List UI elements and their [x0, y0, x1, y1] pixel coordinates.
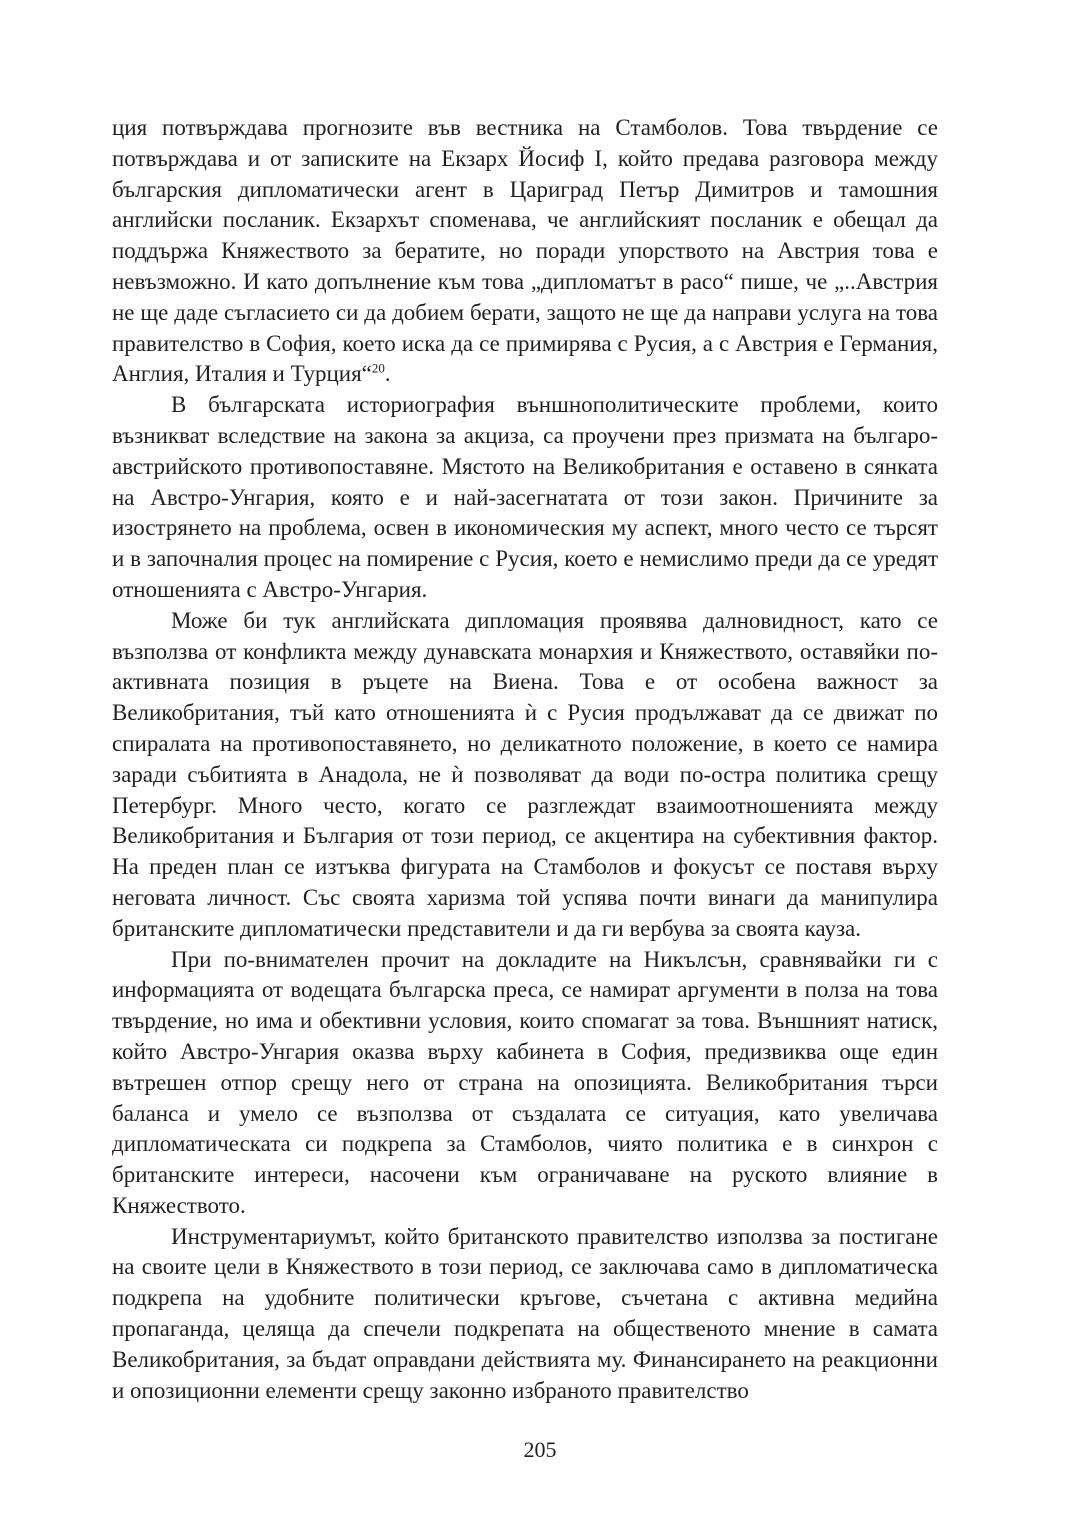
paragraph-1 — [112, 113, 938, 390]
footnote-ref-20[interactable]: 20 — [371, 360, 385, 376]
paragraph-5: Инструментариумът, който британското правителство използва за постигане на своите цели в Княжеството в този период, се заключава само в дипломатическа подкрепа на удобните политически кръгове, съчетана с активна медийна пропаганда, целяща да спечели подкрепата на общественото мнение в самата Великобритания, за бъдат оправдани действията му. Финансирането на реакционни и опозиционни елементи срещу законно избраното правителство — [112, 1223, 938, 1403]
paragraph-4: При по-внимателен прочит на докладите на Никълсън, сравнявайки ги с информацията от водещата българска преса, се намират аргументи в полза на това твърдение, но има и обективни условия, които спомагат за това. Външният натиск, който Австро-Унгария оказва върху кабинета в София, предизвиква още един вътрешен отпор срещу него от страна на опозицията. Великобритания търси баланса и умело се възползва от създалата се ситуация, като увеличава дипломатическата си подкрепа за Стамболов, чиято политика е в синхрон с британските интереси, насочени към ограничаване на руското влияние в Княжеството. — [112, 946, 938, 1218]
paragraph-2: В българската историография външнополитическите проблеми, които възникват вследствие на закона за акциза, са проучени през призмата на българо-австрийското противопоставяне. Мястото на Великобритания е оставено в сянката на Австро-Унгария, която е и най-засегнатата от този закон. Причините за изострянето на проблема, освен в икономическия му аспект, много често се търсят и в започналия процес на помирение с Русия, което е немислимо преди да се уредят отношенията с Австро-Унгария. — [112, 392, 938, 602]
paragraph-3: Може би тук английската дипломация проявява далновидност, като се възползва от конфликта между дунавската монархия и Княжеството, оставяйки по-активната позиция в ръцете на Виена. Това е от особена важност за Великобритания, тъй като отношенията ѝ с Русия продължават да се движат по спиралата на противопоставянето, но деликатното положение, в което се намира заради събитията в Анадола, не ѝ позволяват да води по-остра политика срещу Петербург. Много често, когато се разглеждат взаимоотношенията между Великобритания и България от този период, се акцентира на субективния фактор. На преден план се изтъква фигурата на Стамболов и фокусът се поставя върху неговата личност. Със своята харизма той успява почти винаги да манипулира британските дипломатически представители и да ги вербува за своята кауза. — [112, 607, 938, 941]
page-number: 205 — [523, 1437, 557, 1462]
main-text — [112, 113, 938, 1406]
paragraph-1-text: ция потвърждава прогнозите във вестника на Стамболов. Това твърдение се потвърждава и от записките на Екзарх Йосиф I, който предава разговора между българския дипломатически агент в Цариград Петър Димитров и тамошния английски посланик. Екзархът споменава, че английският посланик е обещал да поддържа Княжеството за бератите, но поради упорството на Австрия това е невъзможно. И като допълнение към това „дипломатът в расо“ пише, че „..Австрия не ще даде съгласието си да добием берати, защото не ще да направи услуга на това правителство в София, което иска да се примирява с Русия, а с Австрия е Германия, Англия, Италия и Турция“ — [112, 115, 938, 387]
paragraph-1-tail: . — [384, 361, 391, 387]
